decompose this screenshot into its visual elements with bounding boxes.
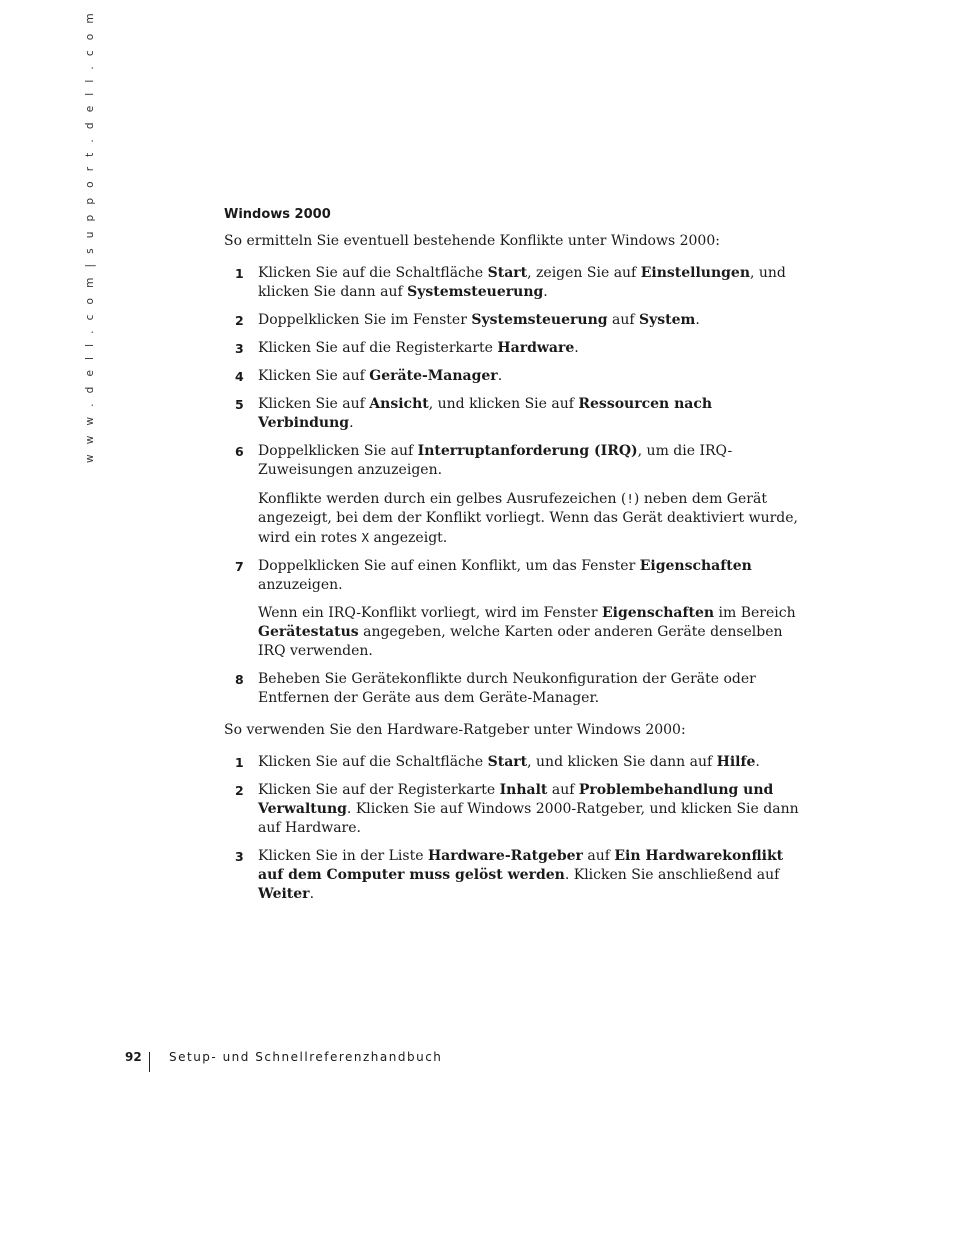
ui-term: Geräte-Manager: [369, 368, 498, 384]
ui-term: Interruptanforderung (IRQ): [417, 443, 638, 459]
ui-term: Ressourcen nach Verbindung: [258, 396, 713, 431]
step-text: Klicken Sie auf die Schaltfläche: [258, 754, 488, 770]
step-text: , und klicken Sie dann auf: [258, 265, 786, 300]
list1-step-6: [224, 442, 799, 480]
list2-step-3: [224, 847, 799, 904]
note-text: im Bereich: [714, 605, 796, 621]
step-number: 3: [235, 849, 244, 864]
step-text: auf: [547, 782, 579, 798]
step-text: Klicken Sie auf: [258, 368, 370, 384]
step-text: , und klicken Sie dann auf: [527, 754, 717, 770]
step-number: 6: [235, 444, 244, 459]
step-number: 8: [235, 672, 244, 687]
list1-note-7: [224, 604, 799, 661]
step-text: anzuzeigen.: [258, 577, 343, 593]
ui-term: Systemsteuerung: [471, 312, 608, 328]
step-text: auf: [582, 848, 615, 864]
step-text: Beheben Sie Gerätekonflikte durch Neukonfiguration der Geräte oder Entfernen der Geräte aus dem Geräte-Manager.: [258, 671, 756, 706]
ui-term: Hardware-Ratgeber: [427, 848, 583, 864]
step-number: 2: [235, 313, 244, 328]
step-number: 3: [235, 341, 244, 356]
note-text: Wenn ein IRQ-Konflikt vorliegt, wird im Fenster: [258, 605, 602, 621]
note-text: Konflikte werden durch ein gelbes Ausrufezeichen (: [258, 491, 627, 507]
ui-term: Start: [487, 265, 528, 281]
intro-paragraph-2: So verwenden Sie den Hardware-Ratgeber unter Windows 2000:: [224, 722, 686, 738]
ui-term: Ansicht: [369, 396, 429, 412]
step-text: Doppelklicken Sie auf einen Konflikt, um das Fenster: [258, 558, 640, 574]
list2-step-1: [224, 753, 799, 772]
list1-step-1: [224, 264, 799, 302]
sidebar-url: w w w . d e l l . c o m | s u p p o r t . d e l l . c o m: [84, 10, 96, 463]
ui-term: Ein Hardwarekonflikt auf dem Computer muss gelöst werden: [258, 848, 784, 883]
ui-term: Problembehandlung und Verwaltung: [258, 782, 774, 817]
ui-term: Start: [487, 754, 528, 770]
step-text: .: [309, 886, 315, 902]
step-text: .: [349, 415, 354, 431]
exclamation-symbol: !: [626, 491, 634, 506]
step-text: Klicken Sie in der Liste: [258, 848, 428, 864]
step-number: 1: [235, 755, 244, 770]
step-text: , und klicken Sie auf: [428, 396, 579, 412]
step-text: Doppelklicken Sie im Fenster: [258, 312, 472, 328]
ui-term: Hilfe: [716, 754, 756, 770]
list1-step-2: [224, 311, 799, 330]
section-heading: Windows 2000: [224, 207, 331, 222]
list1-note-6: [224, 489, 799, 548]
list1-step-4: [224, 367, 799, 386]
note-text: angegeben, welche Karten oder anderen Geräte denselben IRQ verwenden.: [258, 624, 783, 659]
note-text: angezeigt.: [369, 530, 448, 546]
page-number: 92: [125, 1050, 142, 1064]
step-number: 5: [235, 397, 244, 412]
step-text: Klicken Sie auf die Registerkarte: [258, 340, 498, 356]
list1-step-5: [224, 395, 799, 433]
page-content: [224, 205, 799, 913]
ui-term: Inhalt: [499, 782, 548, 798]
step-text: .: [543, 284, 548, 300]
list1-step-7: [224, 557, 799, 595]
ui-term: Systemsteuerung: [407, 284, 544, 300]
step-text: .: [695, 312, 700, 328]
note-text: ) neben dem Gerät angezeigt, bei dem der Konflikt vorliegt. Wenn das Gerät deaktiviert wurde, wird ein rotes: [258, 491, 798, 546]
ui-term: Gerätestatus: [258, 624, 359, 640]
ui-term: Einstellungen: [640, 265, 750, 281]
list1-step-3: [224, 339, 799, 358]
x-symbol: X: [361, 530, 369, 545]
footer-title: Setup- und Schnellreferenzhandbuch: [169, 1050, 443, 1064]
list2-step-2: [224, 781, 799, 838]
step-number: 7: [235, 559, 244, 574]
step-text: Klicken Sie auf der Registerkarte: [258, 782, 500, 798]
step-number: 1: [235, 266, 244, 281]
list1-step-8: [224, 670, 799, 708]
step-text: Klicken Sie auf die Schaltfläche: [258, 265, 488, 281]
step-text: . Klicken Sie anschließend auf: [564, 867, 780, 883]
step-text: , zeigen Sie auf: [527, 265, 641, 281]
ui-term: System: [639, 312, 696, 328]
step-number: 4: [235, 369, 244, 384]
ui-term: Eigenschaften: [601, 605, 715, 621]
step-text: auf: [607, 312, 639, 328]
ui-term: Weiter: [258, 886, 310, 902]
step-text: Doppelklicken Sie auf: [258, 443, 418, 459]
step-text: .: [755, 754, 760, 770]
step-text: Klicken Sie auf: [258, 396, 370, 412]
footer-divider: [149, 1052, 150, 1072]
ui-term: Eigenschaften: [639, 558, 752, 574]
step-text: .: [497, 368, 503, 384]
ui-term: Hardware: [497, 340, 575, 356]
step-text: , um die IRQ-Zuweisungen anzuzeigen.: [258, 443, 733, 478]
step-text: . Klicken Sie auf Windows 2000-Ratgeber, und klicken Sie dann auf Hardware.: [258, 801, 799, 836]
step-number: 2: [235, 783, 244, 798]
intro-paragraph-1: So ermitteln Sie eventuell bestehende Konflikte unter Windows 2000:: [224, 233, 720, 249]
step-text: .: [574, 340, 579, 356]
